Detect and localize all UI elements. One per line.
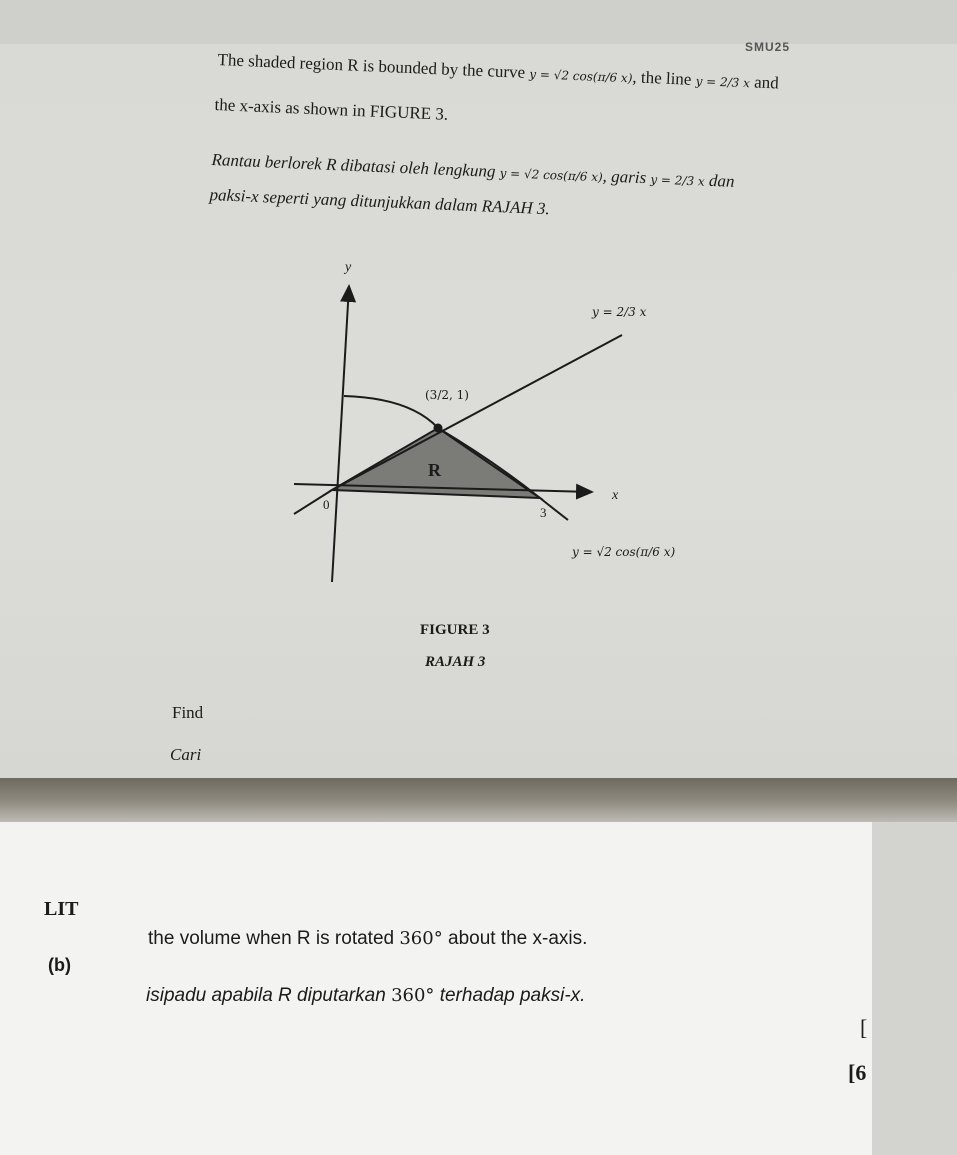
part-b-ms-suffix: terhadap paksi-x. [439, 985, 586, 1006]
question-ms-line2: paksi-x seperti yang ditunjukkan dalam RAJAH 3. [209, 185, 551, 219]
find-label-en: Find [172, 703, 204, 722]
rotation-angle: 360° [399, 928, 443, 949]
marks-label: [6 [848, 1060, 867, 1085]
find-label-ms: Cari [170, 745, 202, 764]
question-en-line2: the x-axis as shown in FIGURE 3. [214, 95, 449, 124]
line-equation: y = 2/3 x [695, 74, 751, 91]
rotation-angle-ms: 360° [391, 985, 435, 1006]
question-en-mid: , the line [632, 67, 692, 89]
line-label: y = 2/3 x [592, 305, 647, 319]
section-label: LIT [44, 898, 79, 920]
curve-equation-ms: y = √2 cos(π/6 x) [499, 166, 603, 185]
question-en-suffix: and [753, 72, 780, 93]
question-ms-suffix: dan [708, 170, 735, 191]
origin-label: 0 [323, 497, 330, 512]
paper-code: SMU25 [745, 40, 791, 54]
figure-caption-ms: RAJAH 3 [425, 654, 486, 670]
y-axis [332, 286, 349, 582]
part-b-label: (b) [48, 955, 71, 975]
marks-bracket: [ [860, 1015, 868, 1040]
part-b-ms [146, 985, 585, 1007]
question-ms-mid: , garis [602, 166, 647, 188]
part-b-ms-prefix: isipadu apabila R diputarkan [146, 985, 386, 1006]
part-b-en [148, 928, 587, 950]
x-intercept-label: 3 [540, 505, 547, 520]
intersection-label: (3/2, 1) [425, 388, 469, 402]
line-equation-ms: y = 2/3 x [650, 172, 705, 189]
intersection-point [434, 424, 443, 433]
y-axis-label: y [345, 260, 352, 275]
figure-caption-en: FIGURE 3 [420, 622, 490, 638]
x-axis-label: x [612, 488, 619, 503]
curve-label: y = √2 cos(π/6 x) [572, 545, 676, 559]
region-label: R [428, 460, 441, 480]
question-en-prefix: The shaded region R is bounded by the curve [217, 50, 526, 82]
question-ms-prefix: Rantau berlorek R dibatasi oleh lengkung [211, 150, 496, 181]
part-b-en-suffix: about the x-axis. [448, 928, 588, 949]
part-b-en-prefix: the volume when R is rotated [148, 928, 395, 949]
curve-equation: y = √2 cos(π/6 x) [529, 67, 633, 86]
